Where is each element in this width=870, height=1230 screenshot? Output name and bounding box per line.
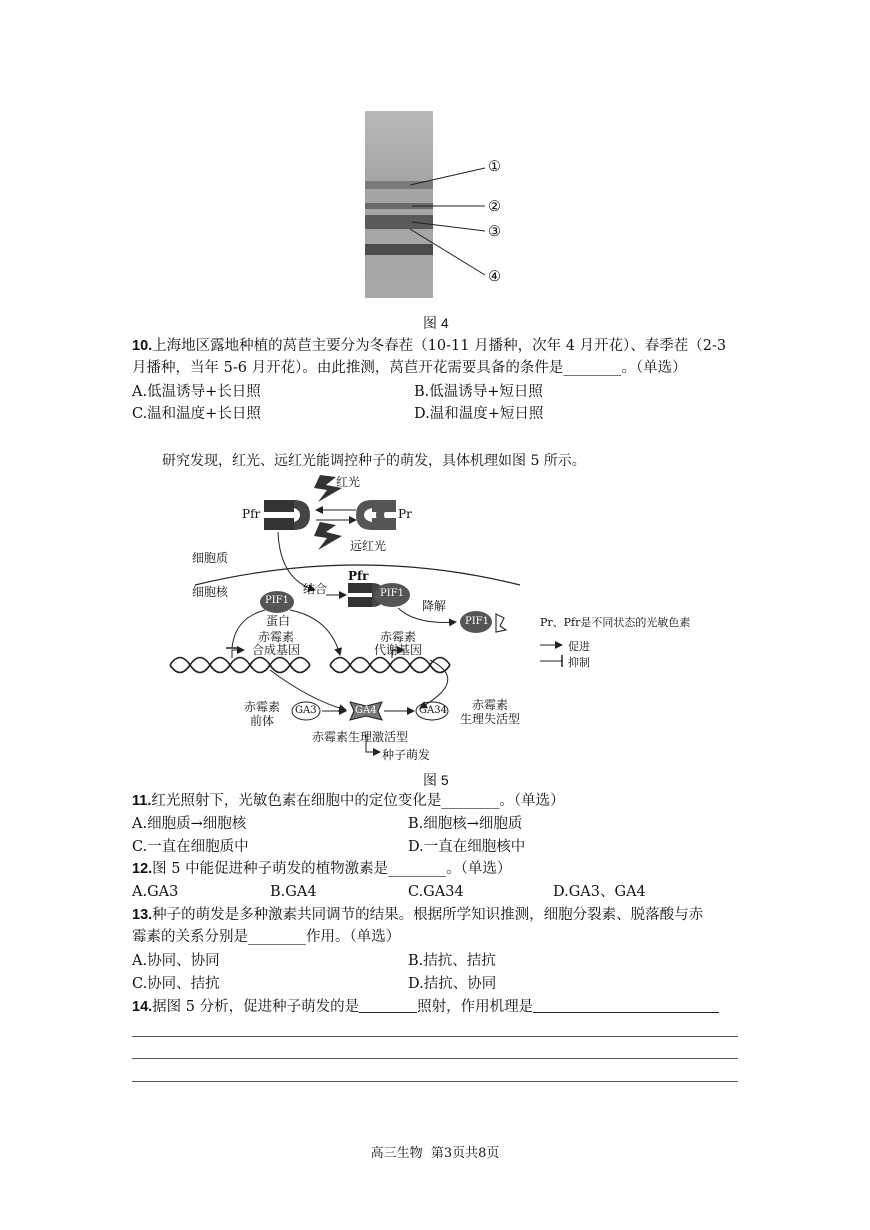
dna-helix-1 <box>170 658 310 673</box>
question-12 <box>132 858 511 880</box>
degrade-label: 降解 <box>422 599 447 613</box>
active-label: 赤霉素生理激活型 <box>312 730 409 744</box>
option-b: B.拮抗、拮抗 <box>408 953 496 969</box>
question-13 <box>132 904 742 948</box>
nucleus-label: 细胞核 <box>192 585 229 599</box>
option-a: A.协同、协同 <box>132 953 220 969</box>
gel-band-4 <box>365 244 433 255</box>
question-number: 13. <box>132 907 153 923</box>
page-footer: 高三生物 第3页共8页 <box>370 1146 500 1161</box>
question-text: 种子的萌发是多种激素共同调节的结果。根据所学知识推测，细胞分裂素、脱落酸与赤 <box>152 907 704 923</box>
option-d: D.一直在细胞核中 <box>408 839 526 855</box>
option-b: B.GA4 <box>270 884 317 900</box>
inactive-label-1: 赤霉素 <box>472 698 509 712</box>
question-text-cont: 照射，作用机理是 <box>417 999 534 1015</box>
germination-label: 种子萌发 <box>382 748 431 762</box>
question-text: 红光照射下，光敏色素在细胞中的定位变化是________。（单选） <box>151 793 565 809</box>
question-number: 14. <box>132 999 153 1015</box>
figure-5 <box>160 470 720 770</box>
degraded-pif1-label: PIF1 <box>465 616 489 627</box>
question-text: 据图 5 分析，促进种子萌发的是 <box>152 999 360 1015</box>
option-a: A.GA3 <box>132 884 179 900</box>
option-a: A.低温诱导+长日照 <box>132 384 261 400</box>
cytoplasm-label: 细胞质 <box>192 551 229 565</box>
gel-image <box>340 105 550 305</box>
gel-label-4: ④ <box>488 269 501 285</box>
gel-label-2: ② <box>488 199 501 215</box>
gene2-label-1: 赤霉素 <box>380 630 417 644</box>
protein-label: 蛋白 <box>266 614 291 628</box>
option-c: C.GA34 <box>408 884 464 900</box>
question-text: 图 5 中能促进种子萌发的植物激素是________。（单选） <box>152 861 512 877</box>
answer-line[interactable] <box>132 1058 738 1059</box>
intro-text: 研究发现，红光、远红光能调控种子的萌发，具体机理如图 5 所示。 <box>162 453 586 469</box>
gene2-label-2: 代谢基因 <box>374 643 423 657</box>
question-number: 11. <box>132 793 152 809</box>
question-number: 10. <box>132 338 153 354</box>
dna-helix-2 <box>330 658 450 673</box>
pr-receptor-shape <box>356 500 396 530</box>
bind-label: 结合 <box>303 582 328 596</box>
option-b: B.细胞核→细胞质 <box>408 816 523 832</box>
question-11 <box>132 790 565 812</box>
pif1-label: PIF1 <box>265 595 289 606</box>
gel-band-3 <box>365 215 433 229</box>
legend-promote-label: 促进 <box>568 640 590 653</box>
option-c: C.温和温度+长日照 <box>132 406 261 422</box>
lightning-icon <box>314 522 342 550</box>
legend-note: Pr、Pfr是不同状态的光敏色素 <box>540 616 691 629</box>
answer-blank[interactable] <box>359 997 417 1013</box>
pfr-label: Pfr <box>242 507 261 521</box>
gene1-label-1: 赤霉素 <box>258 630 295 644</box>
question-14 <box>132 996 719 1018</box>
legend-inhibit-label: 抑制 <box>568 656 590 669</box>
pr-label: Pr <box>398 507 412 521</box>
inactive-label-2: 生理失活型 <box>460 712 521 726</box>
option-c: C.协同、拮抗 <box>132 976 220 992</box>
ga3-label: GA3 <box>295 705 317 716</box>
figure-4 <box>340 105 550 305</box>
gel-label-3: ③ <box>488 224 501 240</box>
ga4-label: GA4 <box>355 705 377 716</box>
question-text-cont: 月播种，当年 5-6 月开花）。由此推测，莴苣开花需要具备的条件是________。（单选） <box>132 360 687 376</box>
precursor-label-1: 赤霉素 <box>244 700 281 714</box>
pfr-complex-label: Pfr <box>348 569 369 583</box>
precursor-label-2: 前体 <box>250 714 275 728</box>
figure-5-caption: 图 5 <box>423 772 449 788</box>
gene1-label-2: 合成基因 <box>252 643 301 657</box>
red-light-label: 红光 <box>336 475 361 489</box>
question-text: 上海地区露地种植的莴苣主要分为冬春茬（10-11 月播种，次年 4 月开花）、春季茬（2-3 <box>152 338 727 354</box>
option-d: D.GA3、GA4 <box>553 884 646 900</box>
pif1-complex-label: PIF1 <box>380 588 404 599</box>
pfr-receptor-shape <box>264 500 310 530</box>
question-text-cont: 霉素的关系分别是________作用。（单选） <box>132 929 401 945</box>
question-10 <box>132 335 742 379</box>
answer-blank[interactable] <box>533 997 719 1013</box>
option-a: A.细胞质→细胞核 <box>132 816 247 832</box>
option-b: B.低温诱导+短日照 <box>414 384 543 400</box>
question-number: 12. <box>132 861 153 877</box>
option-d: D.拮抗、协同 <box>408 976 497 992</box>
option-c: C.一直在细胞质中 <box>132 839 249 855</box>
answer-line[interactable] <box>132 1081 738 1082</box>
figure-4-caption: 图 4 <box>423 315 449 331</box>
option-d: D.温和温度+短日照 <box>414 406 544 422</box>
ga34-label: GA34 <box>419 705 447 716</box>
gel-label-1: ① <box>488 159 501 175</box>
far-red-light-label: 远红光 <box>350 539 387 553</box>
answer-line[interactable] <box>132 1036 738 1037</box>
